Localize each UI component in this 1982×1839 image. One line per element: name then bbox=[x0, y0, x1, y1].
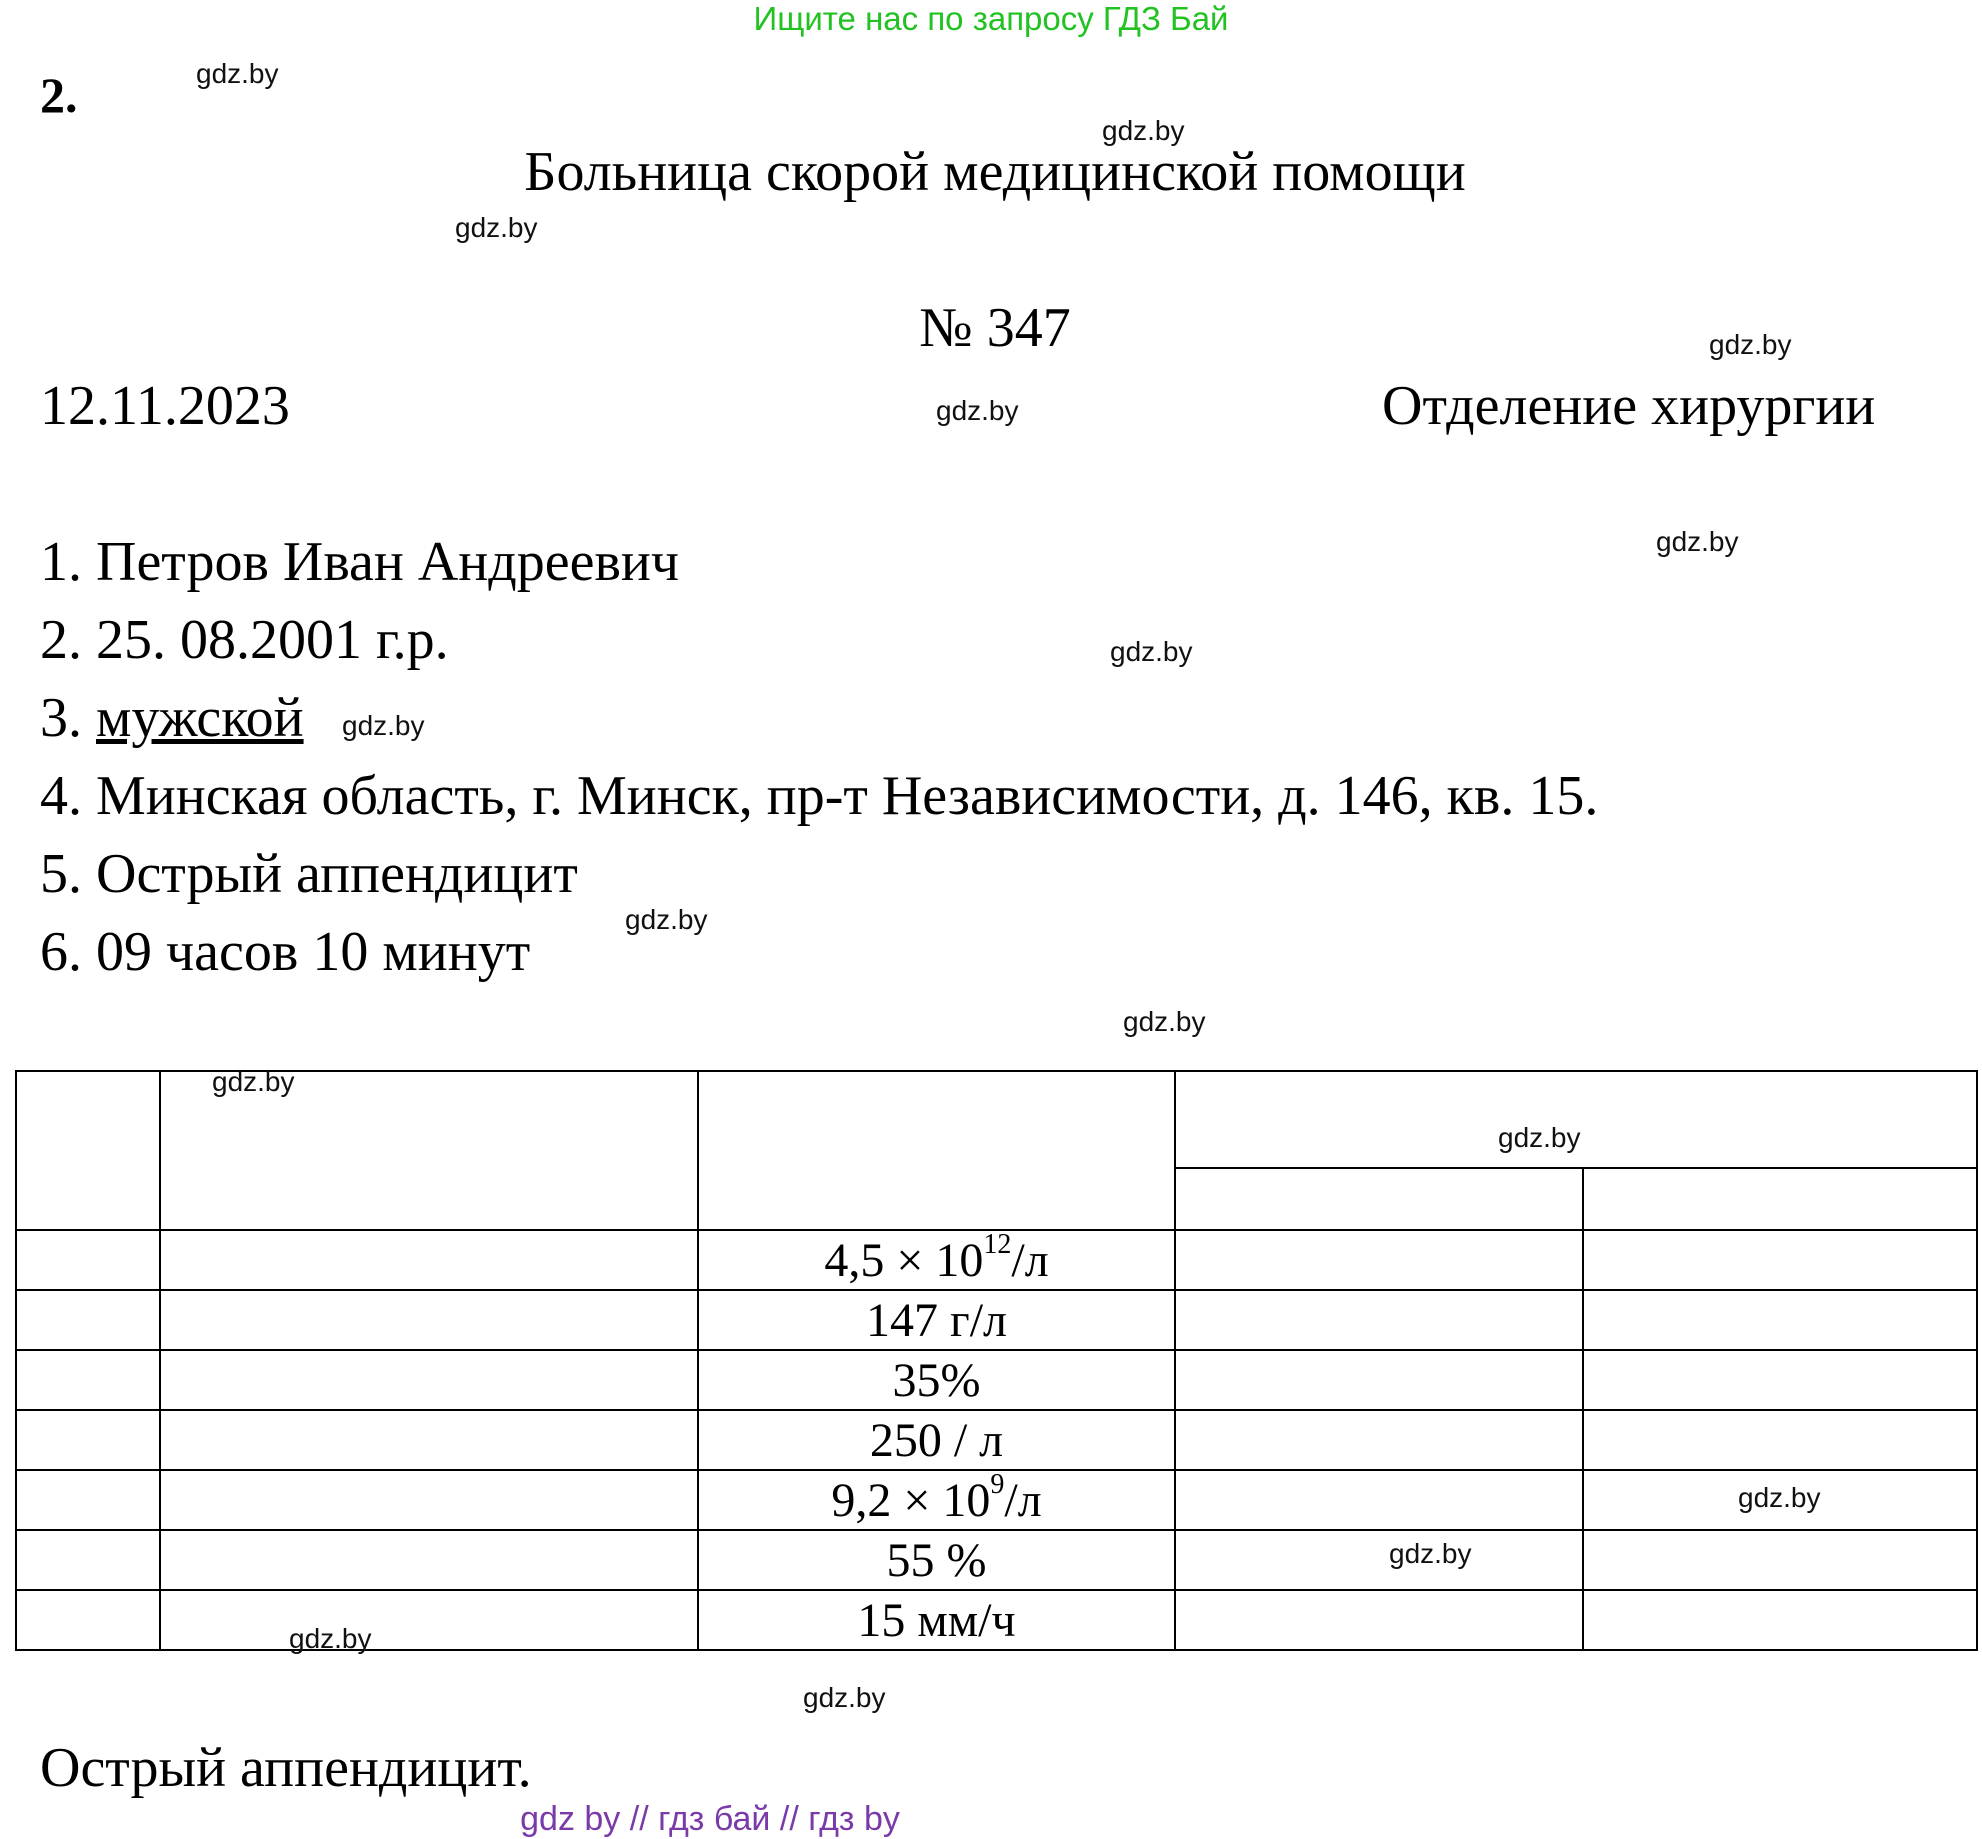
item-number: 2. bbox=[40, 609, 82, 671]
table-cell bbox=[1583, 1230, 1977, 1290]
diagnosis: Острый аппендицит bbox=[96, 843, 578, 905]
document-number: № 347 bbox=[919, 297, 1071, 359]
table-cell bbox=[1583, 1590, 1977, 1650]
table-cell bbox=[1175, 1290, 1583, 1350]
list-item bbox=[40, 921, 531, 983]
item-number: 4. bbox=[40, 765, 82, 827]
table-cell bbox=[1175, 1530, 1583, 1590]
list-item bbox=[40, 687, 304, 749]
admission-time: 09 часов 10 минут bbox=[96, 921, 531, 983]
footer-watermark: gdz by // гдз бай // гдз by bbox=[520, 1800, 900, 1838]
table-cell bbox=[1175, 1350, 1583, 1410]
table-cell bbox=[160, 1590, 698, 1650]
patient-name: Петров Иван Андреевич bbox=[96, 531, 680, 593]
item-number: 5. bbox=[40, 843, 82, 905]
sex: мужской bbox=[96, 687, 304, 749]
item-number: 1. bbox=[40, 531, 82, 593]
watermark: gdz.by bbox=[1110, 636, 1193, 667]
document-date: 12.11.2023 bbox=[40, 375, 290, 437]
table-cell bbox=[16, 1530, 160, 1590]
header-cell bbox=[698, 1071, 1175, 1230]
table-row bbox=[16, 1410, 1977, 1470]
table-row bbox=[16, 1530, 1977, 1590]
table-cell bbox=[1583, 1350, 1977, 1410]
value-cell: 15 мм/ч bbox=[698, 1590, 1175, 1650]
table-cell bbox=[1175, 1590, 1583, 1650]
table-cell bbox=[1583, 1530, 1977, 1590]
header-cell bbox=[16, 1071, 160, 1230]
watermark: gdz.by bbox=[1709, 329, 1792, 360]
value-cell: 55 % bbox=[698, 1530, 1175, 1590]
table-cell bbox=[16, 1290, 160, 1350]
watermark: gdz.by bbox=[1123, 1006, 1206, 1037]
table-cell bbox=[16, 1470, 160, 1530]
value-cell: $9,2 \times 10^9/л$ bbox=[698, 1470, 1175, 1530]
item-number: 6. bbox=[40, 921, 82, 983]
address: Минская область, г. Минск, пр-т Независимости, д. 146, кв. 15. bbox=[96, 765, 1599, 827]
table-cell bbox=[160, 1290, 698, 1350]
list-item bbox=[40, 765, 1599, 827]
table-cell bbox=[16, 1350, 160, 1410]
header-cell bbox=[1583, 1168, 1977, 1230]
list-item bbox=[40, 843, 578, 905]
task-number: 2. bbox=[40, 67, 78, 123]
birth-date: 25. 08.2001 г.р. bbox=[96, 609, 449, 671]
value-cell: 35% bbox=[698, 1350, 1175, 1410]
watermark: gdz.by bbox=[212, 1066, 295, 1097]
table-cell bbox=[160, 1350, 698, 1410]
blood-test-table bbox=[15, 1066, 1978, 1654]
table-cell bbox=[16, 1410, 160, 1470]
watermark: gdz.by bbox=[455, 212, 538, 243]
watermark: gdz.by bbox=[1738, 1482, 1821, 1513]
watermark: gdz.by bbox=[1656, 526, 1739, 557]
hospital-title: Больница скорой медицинской помощи bbox=[524, 141, 1466, 203]
table-header-row bbox=[16, 1071, 1977, 1168]
table-cell bbox=[160, 1530, 698, 1590]
list-item bbox=[40, 609, 449, 671]
header-cell bbox=[1175, 1168, 1583, 1230]
table-cell bbox=[1583, 1410, 1977, 1470]
item-number: 3. bbox=[40, 687, 82, 749]
conclusion: Острый аппендицит. bbox=[40, 1737, 532, 1799]
value-cell: 147 г/л bbox=[698, 1290, 1175, 1350]
watermark: gdz.by bbox=[342, 710, 425, 741]
watermark: gdz.by bbox=[289, 1623, 372, 1654]
table-cell bbox=[1175, 1230, 1583, 1290]
department: Отделение хирургии bbox=[1382, 375, 1876, 437]
value-cell: 250 / л bbox=[698, 1410, 1175, 1470]
watermark: gdz.by bbox=[196, 58, 279, 89]
table-row bbox=[16, 1350, 1977, 1410]
table-row bbox=[16, 1470, 1977, 1530]
watermark: gdz.by bbox=[803, 1682, 886, 1713]
watermark: gdz.by bbox=[1498, 1122, 1581, 1153]
value-cell: $4,5 \times 10^{12}/л$ bbox=[698, 1230, 1175, 1290]
header-cell bbox=[1175, 1071, 1977, 1168]
table-cell bbox=[16, 1590, 160, 1650]
watermark: gdz.by bbox=[625, 904, 708, 935]
table-cell bbox=[160, 1470, 698, 1530]
table-cell bbox=[160, 1230, 698, 1290]
table-cell bbox=[1175, 1470, 1583, 1530]
watermark: gdz.by bbox=[936, 395, 1019, 426]
list-item bbox=[40, 531, 680, 593]
table-cell bbox=[1583, 1290, 1977, 1350]
watermark: gdz.by bbox=[1102, 115, 1185, 146]
watermark: gdz.by bbox=[1389, 1538, 1472, 1569]
table-cell bbox=[1175, 1410, 1583, 1470]
table-cell bbox=[160, 1410, 698, 1470]
table-row bbox=[16, 1230, 1977, 1290]
site-banner: Ищите нас по запросу ГДЗ Бай bbox=[753, 0, 1229, 37]
table-row bbox=[16, 1290, 1977, 1350]
table-cell bbox=[16, 1230, 160, 1290]
